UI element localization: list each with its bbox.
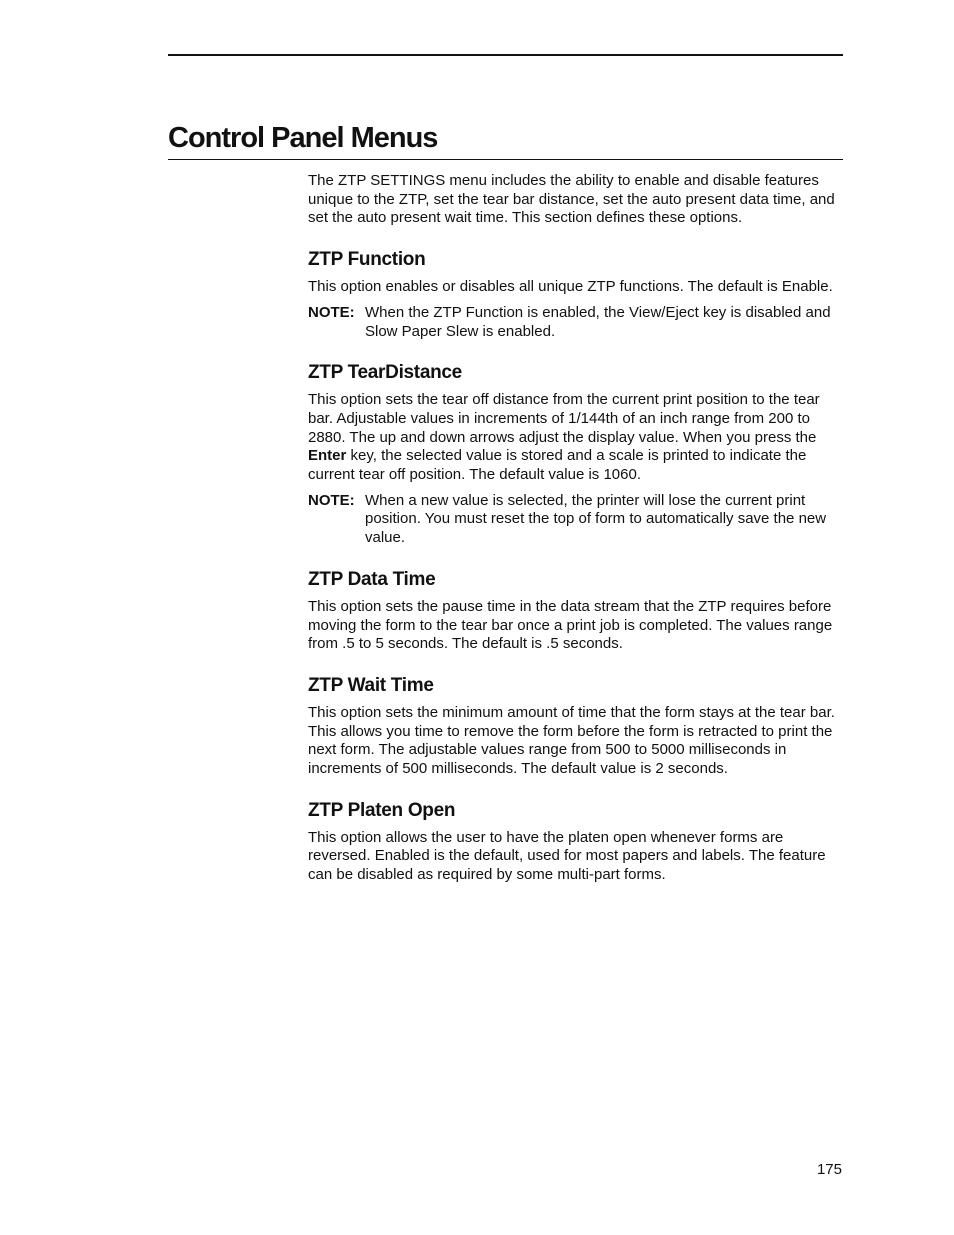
section-heading: ZTP Platen Open — [308, 799, 456, 821]
section-ztp-function — [308, 248, 843, 341]
header-rule — [168, 54, 843, 56]
section-body: This option sets the minimum amount of time that the form stays at the tear bar. This allows you time to remove the form before the form is retracted to print the next form. The adjustable values range from 500 to 5000 milliseconds in increments of 500 milliseconds. The default value is 2 seconds. — [308, 703, 835, 778]
note — [308, 492, 843, 548]
section-body: This option sets the pause time in the data stream that the ZTP requires before moving the form to the tear bar once a print job is completed. The values range from .5 to 5 seconds. The default is .5 seconds. — [308, 597, 833, 653]
section-ztp-platen-open — [308, 799, 843, 885]
section-body: This option allows the user to have the platen open whenever forms are reversed. Enabled is the default, used for most papers and labels. The feature can be disabled as required by some multi-part forms. — [308, 828, 826, 884]
body-text: key, the selected value is stored and a scale is printed to indicate the current tear off position. The default value is 1060. — [308, 447, 807, 484]
section-heading: ZTP Function — [308, 249, 426, 271]
section-heading: ZTP Data Time — [308, 568, 436, 590]
note-label: NOTE: — [308, 491, 355, 509]
note-text: When a new value is selected, the printer will lose the current print position. You must reset the top of form to automatically save the new value. — [365, 491, 827, 547]
note — [308, 304, 843, 341]
main-content — [308, 172, 843, 885]
enter-key-label: Enter — [308, 447, 347, 465]
page-number: 175 — [816, 1161, 842, 1178]
section-heading: ZTP TearDistance — [308, 362, 462, 384]
page-title: Control Panel Menus — [168, 122, 438, 154]
section-ztp-data-time — [308, 568, 843, 654]
section-body — [308, 391, 843, 485]
body-text: This option sets the tear off distance from the current print position to the tear bar. Adjustable values in increments of 1/144th of an inch range from 200 to 2880. The up and down arrows adjust the display value. When you press the — [308, 391, 820, 446]
section-ztp-wait-time — [308, 674, 843, 779]
title-rule — [168, 159, 843, 160]
section-ztp-teardistance — [308, 361, 843, 548]
section-body: This option enables or disables all unique ZTP functions. The default is Enable. — [308, 278, 833, 296]
note-label: NOTE: — [308, 303, 355, 321]
section-heading: ZTP Wait Time — [308, 674, 434, 696]
note-text: When the ZTP Function is enabled, the View/Eject key is disabled and Slow Paper Slew is enabled. — [365, 303, 831, 340]
intro-paragraph: The ZTP SETTINGS menu includes the ability to enable and disable features unique to the ZTP, set the tear bar distance, set the auto present data time, and set the auto present wait time. This section defines these options. — [308, 172, 835, 227]
